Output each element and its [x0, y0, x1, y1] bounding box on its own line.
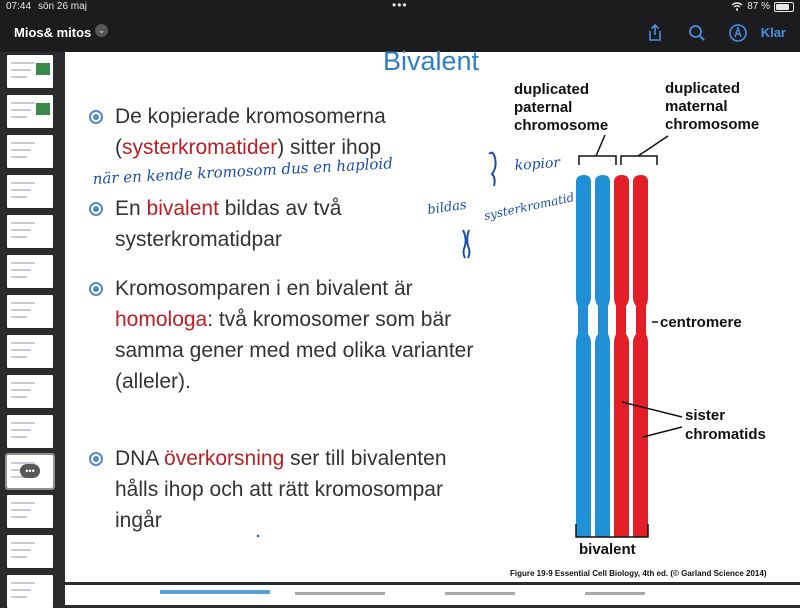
- thumbnail-text-line: [11, 269, 31, 271]
- wifi-icon: [731, 2, 743, 11]
- bullet-1-keyword: systerkromatider: [122, 136, 278, 159]
- thumbnail-text-line: [11, 222, 35, 224]
- sister-chromatids-label-line2: chromatids: [685, 426, 766, 443]
- page-thumbnail[interactable]: [7, 455, 53, 488]
- maternal-chromatid: [614, 175, 629, 537]
- bullet-3-line1: Kromosomparen i en bivalent är: [115, 277, 413, 300]
- thumbnail-text-line: [11, 389, 31, 391]
- bivalent-figure: [490, 72, 800, 587]
- figure-caption: Figure 19-9 Essential Cell Biology, 4th ed. (© Garland Science 2014): [510, 569, 767, 578]
- thumbnail-text-line: [11, 342, 35, 344]
- thumbnail-text-line: [11, 349, 31, 351]
- status-date: sön 26 maj: [38, 1, 87, 12]
- thumbnail-text-line: [11, 276, 27, 278]
- thumbnail-sidebar[interactable]: [0, 52, 60, 600]
- thumbnail-text-line: [11, 556, 27, 558]
- bullet-4-keyword: överkorsning: [164, 447, 285, 470]
- thumbnail-text-line: [11, 596, 27, 598]
- thumbnail-text-line: [11, 356, 27, 358]
- next-slide-peek: [65, 585, 800, 605]
- thumbnail-text-line: [11, 582, 35, 584]
- thumbnail-text-line: [11, 396, 27, 398]
- bivalent-label: bivalent: [579, 541, 636, 558]
- handwritten-note-kopior: kopior: [514, 154, 561, 174]
- handwritten-note-line1: när en kende kromosom dus en haploid: [92, 154, 394, 188]
- sister-chromatids-pointer: [622, 402, 682, 437]
- bullet-2-line2: systerkromatidpar: [115, 228, 282, 251]
- bullet-1-line1: De kopierade kromosomerna: [115, 105, 386, 128]
- paternal-bracket: [579, 135, 616, 165]
- thumbnail-text-line: [11, 142, 35, 144]
- thumbnail-text-line: [11, 196, 27, 198]
- bullet-4-line2: hålls ihop och att rätt kromosompar: [115, 478, 443, 501]
- page-thumbnail[interactable]: [7, 575, 53, 608]
- maternal-label-line2: maternal: [665, 98, 728, 115]
- page-thumbnail[interactable]: [7, 175, 53, 208]
- thumbnail-text-line: [11, 316, 27, 318]
- thumbnail-text-line: [11, 422, 35, 424]
- handwritten-dot: [257, 535, 259, 537]
- slide-page: [65, 46, 800, 582]
- document-title[interactable]: Mios& mitos: [14, 25, 92, 40]
- page-thumbnail[interactable]: [7, 255, 53, 288]
- page-thumbnail[interactable]: [7, 535, 53, 568]
- thumbnail-text-line: [11, 182, 35, 184]
- bullet-2-pre: En: [115, 197, 147, 220]
- paternal-label-line3: chromosome: [514, 117, 609, 134]
- battery-icon: [774, 2, 794, 12]
- thumbnail-image: [36, 103, 50, 115]
- bullet-4-post: ser till bivalenten: [284, 447, 447, 470]
- page-thumbnail[interactable]: [7, 55, 53, 88]
- paternal-chromatid: [576, 175, 591, 537]
- sister-chromatids-label-line1: sister: [685, 407, 726, 424]
- page-thumbnail[interactable]: [7, 495, 53, 528]
- page-thumbnail[interactable]: [7, 295, 53, 328]
- bullet-3-post: : två kromosomer som bär: [207, 308, 452, 331]
- bullet-3-line4: (alleler).: [115, 370, 191, 393]
- multitask-dots[interactable]: •••: [392, 0, 408, 12]
- page-thumbnail[interactable]: [7, 215, 53, 248]
- paternal-label-line1: duplicated: [514, 81, 590, 98]
- share-icon[interactable]: [645, 23, 665, 43]
- thumbnail-text-line: [11, 436, 27, 438]
- page-thumbnail[interactable]: [7, 415, 53, 448]
- bullet-4-line3: ingår: [115, 509, 162, 532]
- thumbnail-text-line: [11, 516, 27, 518]
- more-options-icon[interactable]: •••: [20, 464, 40, 478]
- thumbnail-text-line: [11, 236, 27, 238]
- thumbnail-text-line: [11, 149, 31, 151]
- chevron-down-icon[interactable]: ⌄: [95, 24, 108, 37]
- thumbnail-text-line: [11, 229, 31, 231]
- page-thumbnail[interactable]: [7, 335, 53, 368]
- handwritten-note-systerkromatid: systerkromatid: [482, 190, 576, 223]
- bullet-1-open: (: [115, 136, 122, 159]
- done-button[interactable]: Klar: [760, 25, 786, 40]
- thumbnail-text-line: [11, 62, 35, 64]
- next-slide-fragment: [295, 592, 385, 595]
- thumbnail-text-line: [11, 509, 31, 511]
- thumbnail-text-line: [11, 542, 35, 544]
- battery-percent: 87 %: [747, 1, 770, 12]
- bullet-2-post: bildas av två: [218, 197, 342, 220]
- bullet-4-pre: DNA: [115, 447, 165, 470]
- bullet-2-keyword: bivalent: [146, 197, 219, 220]
- bullet-1-close: ) sitter ihop: [277, 136, 382, 159]
- search-icon[interactable]: [687, 23, 707, 43]
- thumbnail-text-line: [11, 109, 31, 111]
- next-slide-fragment: [160, 590, 270, 594]
- thumbnail-text-line: [11, 189, 31, 191]
- thumbnail-text-line: [11, 429, 31, 431]
- maternal-chromatid: [633, 175, 648, 537]
- markup-icon[interactable]: [728, 23, 748, 43]
- thumbnail-text-line: [11, 156, 27, 158]
- status-right: [731, 1, 794, 12]
- handwritten-note-bildas: bildas: [426, 197, 468, 218]
- bullet-3-keyword: homologa: [115, 308, 208, 331]
- maternal-label-line3: chromosome: [665, 116, 760, 133]
- thumbnail-text-line: [11, 116, 27, 118]
- thumbnail-text-line: [11, 549, 31, 551]
- thumbnail-image: [36, 63, 50, 75]
- page-thumbnail[interactable]: [7, 135, 53, 168]
- centromere-label: centromere: [660, 314, 742, 331]
- page-thumbnail[interactable]: [7, 375, 53, 408]
- paternal-chromatid: [595, 175, 610, 537]
- bullet-3-line3: samma gener med med olika varianter: [115, 339, 474, 362]
- page-thumbnail[interactable]: [7, 95, 53, 128]
- thumbnail-text-line: [11, 589, 31, 591]
- status-bar: [0, 0, 800, 14]
- thumbnail-text-line: [11, 102, 35, 104]
- next-slide-fragment: [445, 592, 515, 595]
- thumbnail-text-line: [11, 302, 35, 304]
- slide-title: Bivalent: [383, 46, 480, 76]
- maternal-label-line1: duplicated: [665, 80, 741, 97]
- thumbnail-text-line: [11, 382, 35, 384]
- paternal-label-line2: paternal: [514, 99, 573, 116]
- maternal-bracket: [621, 136, 668, 165]
- thumbnail-text-line: [11, 309, 31, 311]
- thumbnail-text-line: [11, 502, 35, 504]
- thumbnail-text-line: [11, 262, 35, 264]
- status-time: 07:44: [6, 1, 32, 12]
- handwritten-chromatid-sketch: [463, 230, 470, 258]
- thumbnail-text-line: [11, 69, 31, 71]
- thumbnail-text-line: [11, 76, 27, 78]
- next-slide-fragment: [585, 592, 645, 595]
